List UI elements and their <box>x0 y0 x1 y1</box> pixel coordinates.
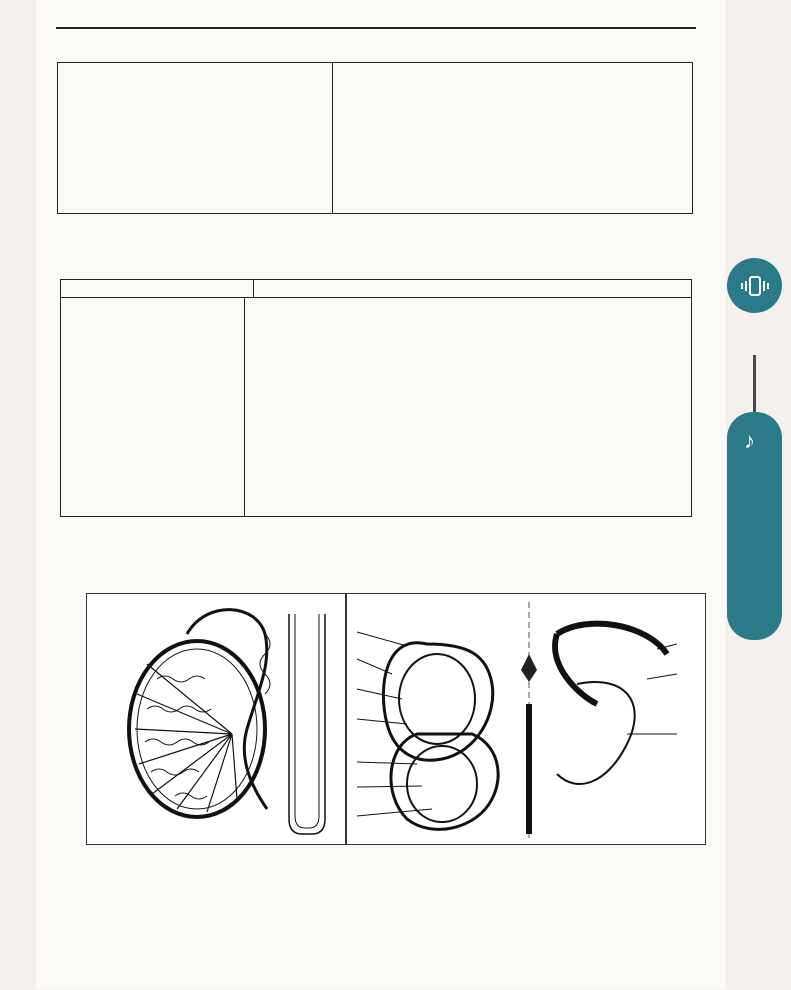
modifications-cell <box>245 298 691 516</box>
col-header-modifications <box>254 280 262 297</box>
phases-cell <box>61 298 245 516</box>
vibrate-icon <box>741 275 769 297</box>
exercise3-right-column <box>333 63 692 213</box>
figure-b-ovary-uterus-diagram <box>346 593 706 845</box>
figure-a-testis-diagram <box>86 593 346 845</box>
exercise4-table <box>60 279 692 517</box>
volume-track <box>753 355 756 415</box>
testis-inner-outline <box>137 649 257 809</box>
vas-deferens-lumen <box>295 614 319 828</box>
central-body <box>521 654 537 682</box>
music-note-icon: ♪ <box>744 428 755 453</box>
upper-cavity <box>399 654 475 744</box>
testis-outline <box>129 641 265 817</box>
leader-lines <box>357 632 677 816</box>
right-sac <box>557 682 635 784</box>
exercise3-table <box>57 62 693 214</box>
floating-media-controls <box>727 250 789 710</box>
vas-deferens <box>289 614 325 834</box>
seminiferous-tubules <box>145 676 211 799</box>
tube-structure <box>555 624 667 704</box>
col-header-phases <box>61 280 254 297</box>
figures <box>86 593 706 843</box>
exercise4-table-header <box>61 280 691 298</box>
media-volume-slider[interactable] <box>727 412 782 640</box>
exercise3-left-column <box>58 63 333 213</box>
exercise4-table-body <box>61 298 691 516</box>
worksheet-page <box>36 0 726 989</box>
vibrate-button[interactable] <box>727 258 782 313</box>
